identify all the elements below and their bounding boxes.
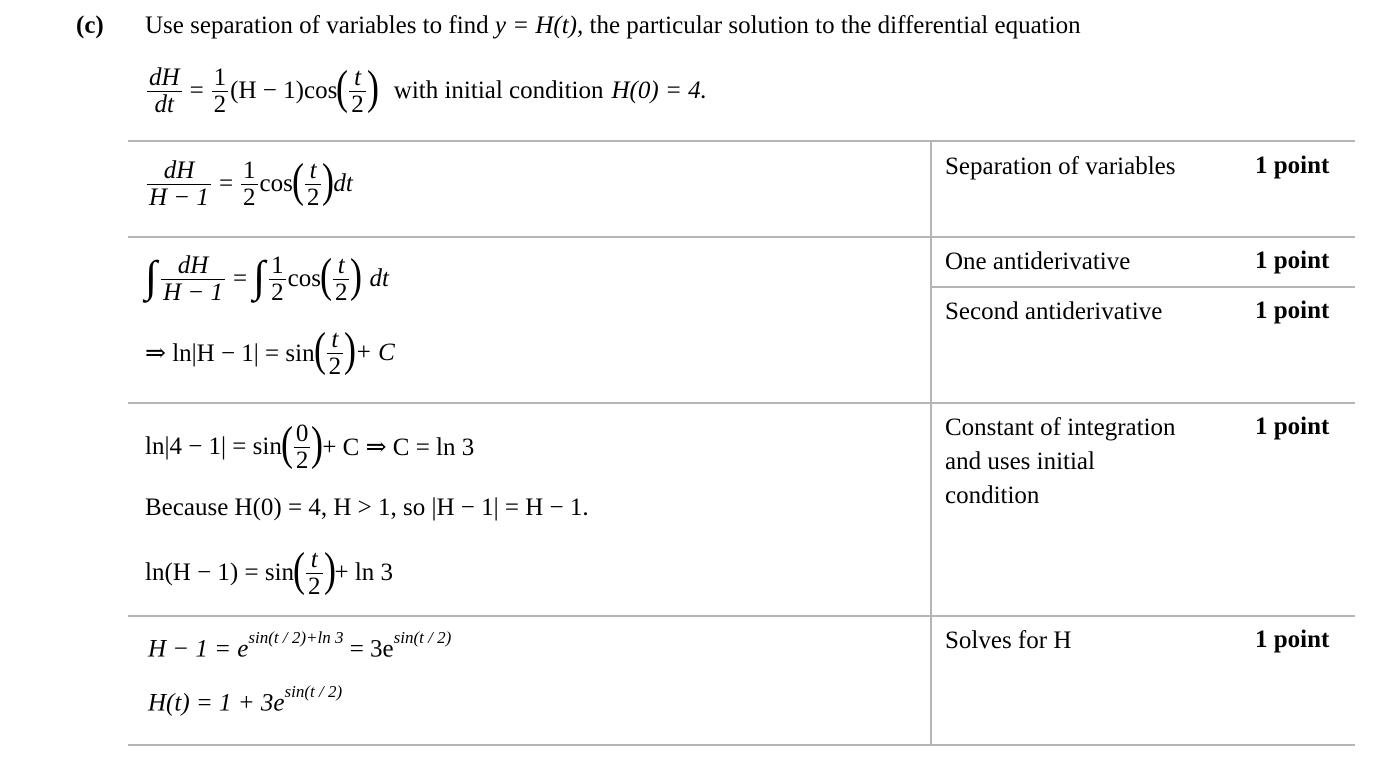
eq-t-num: t	[349, 65, 366, 92]
row2-line2-num: t	[327, 327, 344, 354]
row2-frac3-den: 2	[334, 278, 348, 306]
row2-frac2	[269, 253, 286, 306]
row1-frac2-num: 1	[243, 156, 256, 184]
row2-line2-pre: ⇒ ln|H − 1| = sin	[145, 340, 315, 367]
row2-points-1: 1 point	[1255, 247, 1330, 274]
row3-line3-pre: ln(H − 1) = sin	[145, 559, 295, 586]
row2-criterion-1: One antiderivative	[945, 248, 1131, 275]
row1-work	[145, 152, 353, 216]
column-divider	[930, 140, 932, 745]
row2-frac1-num: dH	[161, 253, 225, 280]
row3-work-line2: Because H(0) = 4, H > 1, so |H − 1| = H − 1.	[145, 494, 589, 521]
row1-frac3-num: t	[305, 158, 322, 185]
row3-line1-post: + C ⇒ C = ln 3	[322, 434, 475, 461]
row1-dt: dt	[333, 170, 353, 197]
question-equation	[145, 60, 707, 122]
row3-criterion-1: Constant of integration and uses initial condition	[945, 414, 1176, 509]
eq-lparen: (	[336, 61, 349, 114]
eq-dhdt-den: dt	[154, 90, 174, 118]
row2-work-line2	[145, 320, 395, 386]
row2-criterion-2: Second antiderivative	[945, 298, 1163, 325]
row3-work-line1	[145, 414, 474, 480]
row2-frac2-num: 1	[271, 251, 284, 279]
row3-line3-rparen: )	[323, 543, 336, 596]
eq-dhdt-num: dH	[149, 63, 180, 91]
row4-work-line1	[148, 628, 452, 663]
row-divider-2	[128, 402, 1355, 404]
row3-line1-frac	[294, 421, 311, 474]
question-text-before: Use separation of variables to find	[145, 12, 495, 39]
row4-line2-exponent: sin(t / 2)	[284, 682, 343, 701]
row2-points-2: 1 point	[1255, 297, 1330, 324]
eq-half-den: 2	[213, 90, 227, 118]
question-y-eq: y = H(t),	[494, 12, 584, 39]
row1-frac2	[241, 158, 258, 211]
row3-points-1: 1 point	[1255, 413, 1330, 440]
row1-frac1	[147, 158, 211, 211]
table-top-border	[128, 140, 1355, 142]
eq-t-fraction	[349, 65, 366, 118]
row2-equals: =	[233, 265, 248, 292]
row3-line1-rparen: )	[311, 417, 324, 470]
eq-half-num: 1	[213, 63, 227, 91]
row-divider-1	[128, 236, 1355, 238]
row1-criterion-1: Separation of variables	[945, 153, 1176, 180]
row2-cos: cos	[287, 265, 321, 292]
row-divider-3	[128, 615, 1355, 617]
row2-line2-rparen: )	[344, 323, 357, 376]
row1-equals: =	[218, 170, 234, 197]
row4-points-1: 1 point	[1255, 626, 1330, 653]
row3-line1-num: 0	[295, 419, 309, 447]
row1-frac1-den: H − 1	[149, 183, 209, 211]
eq-equals: =	[189, 77, 204, 104]
row2-work-line1	[145, 246, 389, 312]
row2-line2-lparen: (	[313, 323, 326, 376]
row3-line1-pre: ln|4 − 1| = sin	[145, 433, 282, 460]
row2-frac3	[333, 253, 350, 306]
cond-text: with initial condition	[393, 77, 604, 104]
row2-frac2-den: 2	[271, 278, 284, 306]
row3-work-line3	[145, 540, 393, 606]
row3-line3-num: t	[306, 547, 323, 574]
eq-rparen: )	[366, 61, 379, 114]
question-text-after: the particular solution to the differential equation	[583, 12, 1081, 39]
row1-points-1: 1 point	[1255, 152, 1330, 179]
row4-line1-mid: = 3e	[343, 635, 394, 663]
row3-line1-den: 2	[295, 446, 309, 474]
row2-line2-den: 2	[328, 352, 342, 380]
row4-work-line2	[148, 682, 343, 717]
row1-frac1-num: dH	[147, 158, 211, 185]
row1-cos: cos	[259, 170, 293, 197]
table-bottom-border	[128, 744, 1355, 746]
row3-line3-frac	[306, 547, 323, 600]
row4-line1-exponent-2: sin(t / 2)	[393, 628, 452, 647]
row4-line1-exponent: sin(t / 2)+ln 3	[248, 628, 344, 647]
eq-half-fraction	[212, 65, 229, 118]
row4-line2-base: H(t) = 1 + 3e	[148, 689, 285, 717]
row1-frac2-den: 2	[243, 183, 256, 211]
row2-integral-1: ∫	[145, 252, 158, 301]
part-label: (c)	[76, 12, 104, 39]
row4-criterion-1: Solves for H	[945, 627, 1072, 654]
row3-line1-lparen: (	[280, 417, 293, 470]
row2-line2-frac	[327, 327, 344, 380]
eq-mid: (H − 1)cos	[230, 77, 338, 104]
row2-lparen: (	[319, 249, 332, 302]
row4-line1-base: H − 1 = e	[148, 635, 249, 663]
row3-line3-den: 2	[308, 572, 321, 600]
row2-dt: dt	[369, 265, 389, 292]
row2-frac1	[161, 253, 225, 306]
row2-line2-post: + C	[355, 339, 395, 366]
criteria-divider	[932, 286, 1355, 288]
row3-line3-post: + ln 3	[334, 559, 394, 586]
row1-frac3-den: 2	[306, 183, 320, 211]
row1-frac3	[305, 158, 322, 211]
row2-integral-2: ∫	[253, 252, 266, 301]
row2-frac3-num: t	[333, 253, 350, 280]
cond-value: H(0) = 4.	[611, 77, 707, 104]
row1-lparen: (	[291, 154, 304, 207]
eq-dhdt-fraction	[147, 65, 182, 118]
row2-frac1-den: H − 1	[163, 278, 223, 306]
row2-rparen: )	[350, 249, 363, 302]
eq-t-den: 2	[351, 90, 364, 118]
row1-rparen: )	[322, 154, 335, 207]
question-line-1	[145, 12, 1081, 40]
row3-line3-lparen: (	[293, 543, 306, 596]
